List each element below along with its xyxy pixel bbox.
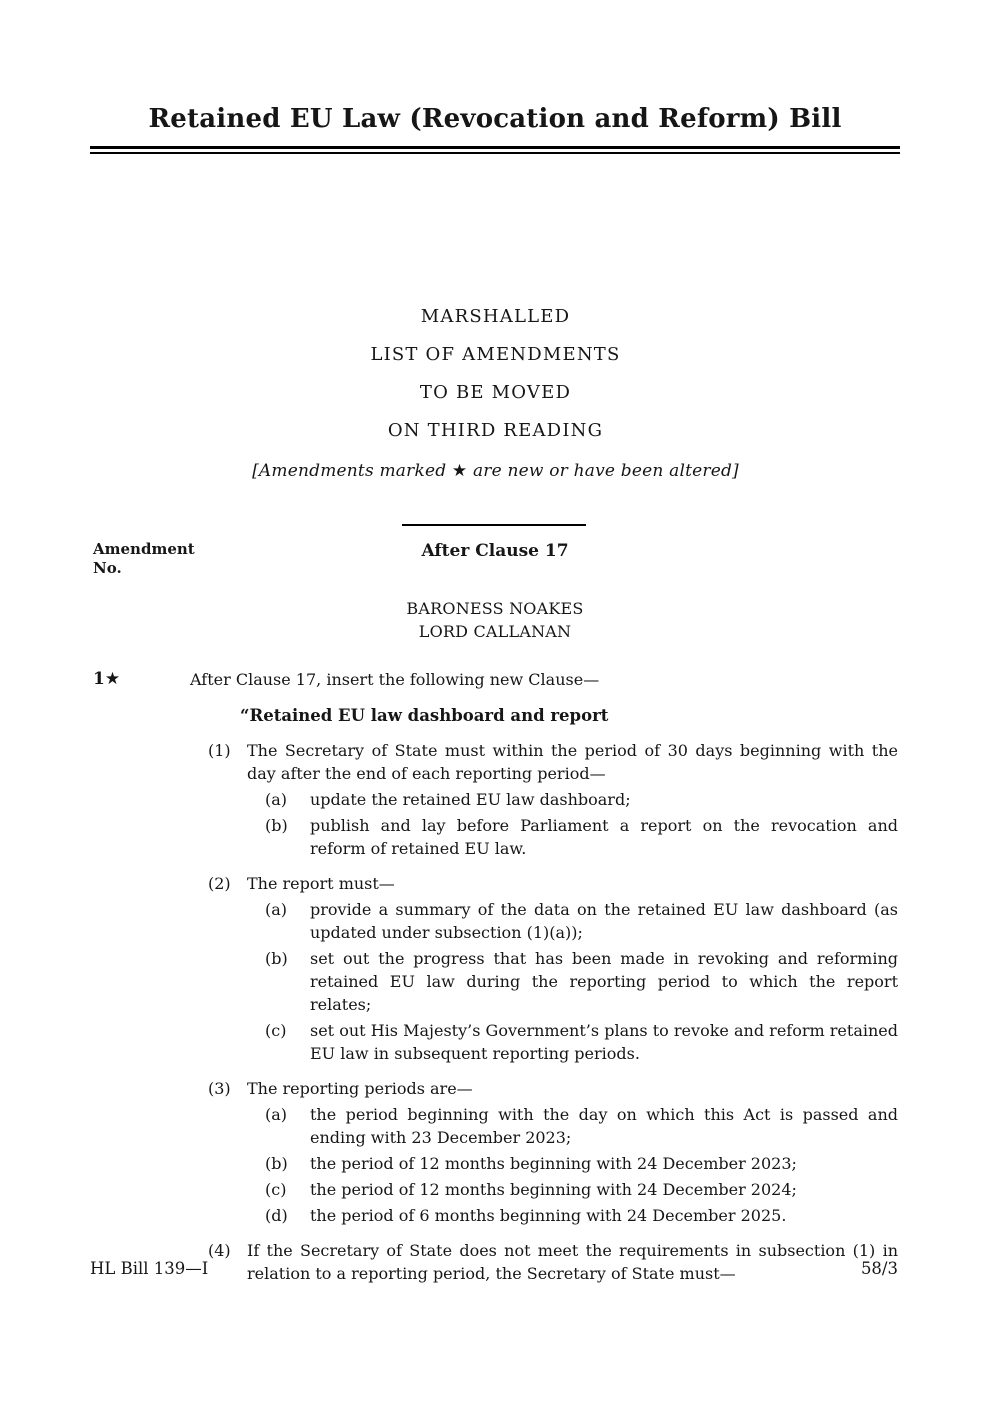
subsection-1-number: (1): [208, 741, 231, 760]
paragraph-2b: [90, 947, 898, 1016]
amendment-1-body: [90, 668, 898, 1285]
paragraph-3a: [90, 1103, 898, 1149]
subsection-2-row: [90, 872, 898, 895]
paragraph-3c: [90, 1178, 898, 1201]
subsection-2-text: The report must—: [247, 874, 395, 893]
heading-line-marshalled: MARSHALLED: [420, 306, 571, 327]
paragraph-3d-text: the period of 6 months beginning with 24 December 2025.: [310, 1206, 787, 1225]
paragraph-3a-label: (a): [265, 1105, 288, 1124]
paragraph-2a: [90, 898, 898, 944]
paragraph-1b-text: publish and lay before Parliament a report on the revocation and reform of retained EU law.: [310, 816, 898, 858]
paragraph-3d-label: (d): [265, 1206, 288, 1225]
bill-title: Retained EU Law (Revocation and Reform) Bill: [148, 104, 842, 134]
paragraph-3c-text: the period of 12 months beginning with 24 December 2024;: [310, 1180, 797, 1199]
paragraph-3b: [90, 1152, 898, 1175]
subsection-3-row: [90, 1077, 898, 1100]
amendment-1-instruction-row: [90, 668, 898, 691]
bill-reference: HL Bill 139—I: [90, 1259, 209, 1278]
amendments-marked-note: [Amendments marked ★ are new or have been altered]: [252, 461, 739, 481]
heading-line-to-be-moved: TO BE MOVED: [419, 382, 572, 403]
subsection-1-row: [90, 739, 898, 785]
paragraph-2c-label: (c): [265, 1021, 287, 1040]
subsection-2-number: (2): [208, 874, 231, 893]
paragraph-2a-label: (a): [265, 900, 288, 919]
paragraph-3b-label: (b): [265, 1154, 288, 1173]
page-reference: 58/3: [860, 1259, 898, 1278]
new-clause-title: “Retained EU law dashboard and report: [240, 706, 609, 725]
paragraph-1b-label: (b): [265, 816, 288, 835]
subsection-2: [90, 872, 898, 1065]
marshalled-heading-block: [0, 307, 991, 481]
paragraph-3b-text: the period of 12 months beginning with 24 December 2023;: [310, 1154, 797, 1173]
subsection-3-text: The reporting periods are—: [247, 1079, 473, 1098]
paragraph-1a-text: update the retained EU law dashboard;: [310, 790, 631, 809]
section-divider-rule: [402, 524, 586, 526]
page-footer: [90, 1259, 898, 1278]
sponsor-baroness-noakes: BARONESS NOAKES: [406, 599, 584, 618]
subsection-1-text: The Secretary of State must within the period of 30 days beginning with the day after the end of each reporting period—: [247, 741, 898, 783]
amendment-no-label-line2: No.: [93, 559, 122, 577]
heading-line-list-of-amendments: LIST OF AMENDMENTS: [370, 344, 621, 365]
subsection-1: [90, 739, 898, 860]
paragraph-2c: [90, 1019, 898, 1065]
paragraph-2b-label: (b): [265, 949, 288, 968]
title-double-rule: [90, 146, 900, 154]
heading-line-on-third-reading: ON THIRD READING: [387, 420, 604, 441]
sponsor-list: [90, 597, 900, 643]
sponsor-lord-callanan: LORD CALLANAN: [418, 622, 572, 641]
subsection-4-text: If the Secretary of State does not meet the requirements in subsection (1) in relation to a reporting period, the Secretary of State must—: [247, 1241, 898, 1283]
paragraph-2a-text: provide a summary of the data on the retained EU law dashboard (as updated under subsection (1)(a));: [310, 900, 898, 942]
after-clause-17-heading: After Clause 17: [421, 541, 569, 561]
subsection-3: [90, 1077, 898, 1227]
amendment-number: 1★: [93, 669, 121, 689]
paragraph-3a-text: the period beginning with the day on which this Act is passed and ending with 23 December 2023;: [310, 1105, 898, 1147]
paragraph-3d: [90, 1204, 898, 1227]
amendment-no-label-line1: Amendment: [93, 540, 195, 558]
amendment-instruction: After Clause 17, insert the following new Clause—: [190, 670, 600, 689]
subsection-3-number: (3): [208, 1079, 231, 1098]
paragraph-1a-label: (a): [265, 790, 288, 809]
subsection-4-number: (4): [208, 1241, 231, 1260]
paragraph-1a: [90, 788, 898, 811]
paragraph-1b: [90, 814, 898, 860]
paragraph-2c-text: set out His Majesty’s Government’s plans to revoke and reform retained EU law in subsequent reporting periods.: [310, 1021, 898, 1063]
paragraph-2b-text: set out the progress that has been made in revoking and reforming retained EU law during the reporting period to which the report relates;: [310, 949, 898, 1014]
paragraph-3c-label: (c): [265, 1180, 287, 1199]
